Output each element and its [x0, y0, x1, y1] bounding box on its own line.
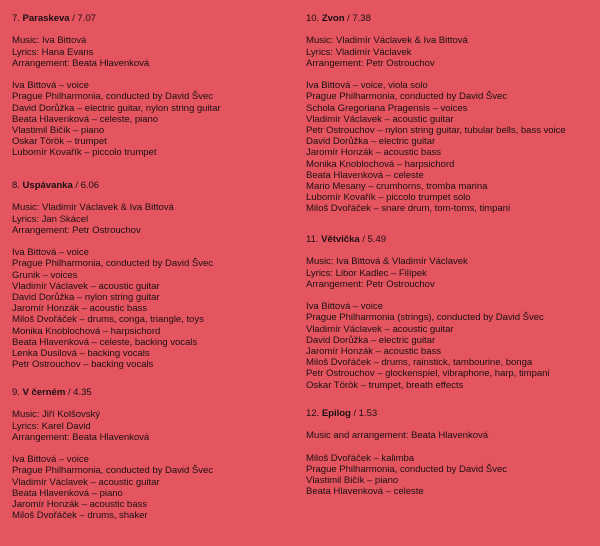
performer-line: Iva Bittová – voice: [12, 247, 89, 259]
performer-line: Beata Hlavenková – celeste, backing vocals: [12, 336, 198, 348]
track-number: 11.: [306, 234, 319, 245]
credit-line: Music: Vladimír Václavek & Iva Bittová: [12, 202, 174, 214]
track-duration: / 7.07: [72, 13, 96, 24]
credit-line: Lyrics: Libor Kadlec – Filípek: [306, 267, 427, 279]
track-number: 9.: [12, 387, 20, 398]
performer-line: Beata Hlavenková – celeste: [306, 169, 424, 181]
credit-line: Lyrics: Jan Skácel: [12, 213, 89, 225]
credit-line: Lyrics: Vladimír Václavek: [306, 46, 412, 58]
track-number: 8.: [12, 180, 20, 191]
performer-line: David Dorůžka – electric guitar: [306, 334, 436, 346]
performer-line: Oskar Török – trumpet: [12, 136, 107, 148]
track-title: [306, 408, 377, 419]
credit-line: Arrangement: Petr Ostrouchov: [12, 224, 141, 236]
performer-line: Grunik – voices: [12, 269, 78, 281]
performer-line: Vladimír Václavek – acoustic guitar: [306, 323, 454, 335]
performer-line: Petr Ostrouchov – nylon string guitar, tubular bells, bass voice: [306, 125, 566, 136]
performer-line: Oskar Török – trumpet, breath effects: [306, 379, 464, 391]
performer-line: Monika Knoblochová – harpsichord: [12, 325, 161, 337]
performer-line: Jaromír Honzák – acoustic bass: [306, 346, 442, 357]
performer-line: Jaromír Honzák – acoustic bass: [12, 303, 148, 315]
credit-line: Lyrics: Hana Evans: [12, 46, 94, 58]
track-title: [306, 13, 371, 24]
performer-line: David Dorůžka – electric guitar, nylon string guitar: [12, 102, 221, 114]
track-number: 7.: [12, 13, 20, 24]
performer-line: Miloš Dvořáček – drums, rainstick, tambourine, bonga: [306, 357, 533, 369]
performer-line: Iva Bittová – voice, viola solo: [306, 80, 428, 92]
performer-line: Lenka Dusilová – backing vocals: [12, 348, 150, 359]
credit-line: Arrangement: Petr Ostrouchov: [306, 278, 435, 290]
track-name: Zvon: [321, 13, 345, 24]
performer-line: Schola Gregoriana Pragensis – voices: [306, 102, 468, 114]
performer-line: Prague Philharmonia, conducted by David Švec: [306, 464, 507, 475]
track-title: [12, 387, 92, 398]
performer-line: Prague Philharmonia, conducted by David Švec: [306, 91, 507, 103]
track-name: Větvička: [321, 234, 360, 245]
performer-line: Miloš Dvořáček – kalimba: [306, 452, 415, 464]
performer-line: Iva Bittová – voice: [12, 80, 89, 92]
performer-line: Vlastimil Bičík – piano: [306, 475, 399, 487]
track-number: 10.: [306, 13, 320, 24]
track-title: [12, 13, 96, 24]
performer-line: Miloš Dvořáček – drums, shaker: [12, 510, 148, 522]
credit-line: Music: Iva Bittová & Vladimír Václavek: [306, 256, 468, 268]
track-name: Epilog: [321, 408, 351, 419]
performer-line: Iva Bittová – voice: [12, 454, 89, 466]
performer-line: David Dorůžka – nylon string guitar: [12, 292, 160, 303]
performer-line: Jaromír Honzák – acoustic bass: [306, 147, 442, 159]
track-title: [12, 180, 99, 191]
credit-line: Lyrics: Karel David: [12, 420, 91, 432]
performer-line: Vladimír Václavek – acoustic guitar: [306, 113, 454, 125]
credit-line: Arrangement: Petr Ostrouchov: [306, 57, 435, 69]
track-title: [306, 234, 386, 245]
track-name: V černém: [22, 387, 66, 398]
performer-line: David Dorůžka – electric guitar: [306, 136, 436, 148]
credit-line: Arrangement: Beata Hlavenková: [12, 431, 150, 443]
track-number: 12.: [306, 408, 320, 419]
performer-line: Lubomír Kovařík – piccolo trumpet solo: [306, 192, 471, 204]
track-duration: / 5.49: [362, 234, 386, 245]
performer-line: Iva Bittová – voice: [306, 301, 383, 313]
performer-line: Prague Philharmonia, conducted by David Švec: [12, 465, 213, 477]
performer-line: Jaromír Honzák – acoustic bass: [12, 499, 148, 510]
performer-line: Prague Philharmonia, conducted by David Švec: [12, 258, 213, 270]
track-duration: / 6.06: [75, 180, 100, 191]
credit-line: Music and arrangement: Beata Hlavenková: [306, 430, 489, 442]
credit-line: Arrangement: Beata Hlavenková: [12, 57, 150, 69]
track-name: Paraskeva: [22, 13, 70, 24]
performer-line: Prague Philharmonia, conducted by David Švec: [12, 91, 213, 103]
track-duration: / 7.38: [347, 13, 371, 24]
performer-line: Petr Ostrouchov – glockenspiel, vibraphone, harp, timpani: [306, 368, 550, 380]
performer-line: Lubomír Kovařík – piccolo trumpet: [12, 147, 157, 159]
performer-line: Monika Knoblochová – harpsichord: [306, 158, 455, 170]
performer-line: Petr Ostrouchov – backing vocals: [12, 359, 154, 371]
performer-line: Mario Mesany – crumhorns, tromba marina: [306, 181, 488, 192]
track-duration: / 4.35: [67, 387, 92, 398]
performer-line: Prague Philharmonia (strings), conducted by David Švec: [306, 312, 544, 324]
performer-line: Vlastimil Bičík – piano: [12, 125, 105, 136]
track-name: Uspávanka: [22, 180, 73, 191]
performer-line: Miloš Dvořáček – snare drum, tom-toms, timpani: [306, 203, 511, 215]
performer-line: Miloš Dvořáček – drums, conga, triangle, toys: [12, 314, 204, 326]
performer-line: Vladimír Václavek – acoustic guitar: [12, 280, 160, 292]
performer-line: Beata Hlavenková – celeste, piano: [12, 113, 159, 125]
performer-line: Beata Hlavenková – piano: [12, 487, 123, 499]
credit-line: Music: Iva Bittová: [12, 35, 87, 47]
performer-line: Vladimír Václavek – acoustic guitar: [12, 476, 160, 488]
performer-line: Beata Hlavenková – celeste: [306, 486, 424, 498]
credit-line: Music: Vladimír Václavek & Iva Bittová: [306, 35, 468, 47]
credit-line: Music: Jiří Kolšovský: [12, 409, 100, 421]
track-duration: / 1.53: [353, 408, 378, 419]
